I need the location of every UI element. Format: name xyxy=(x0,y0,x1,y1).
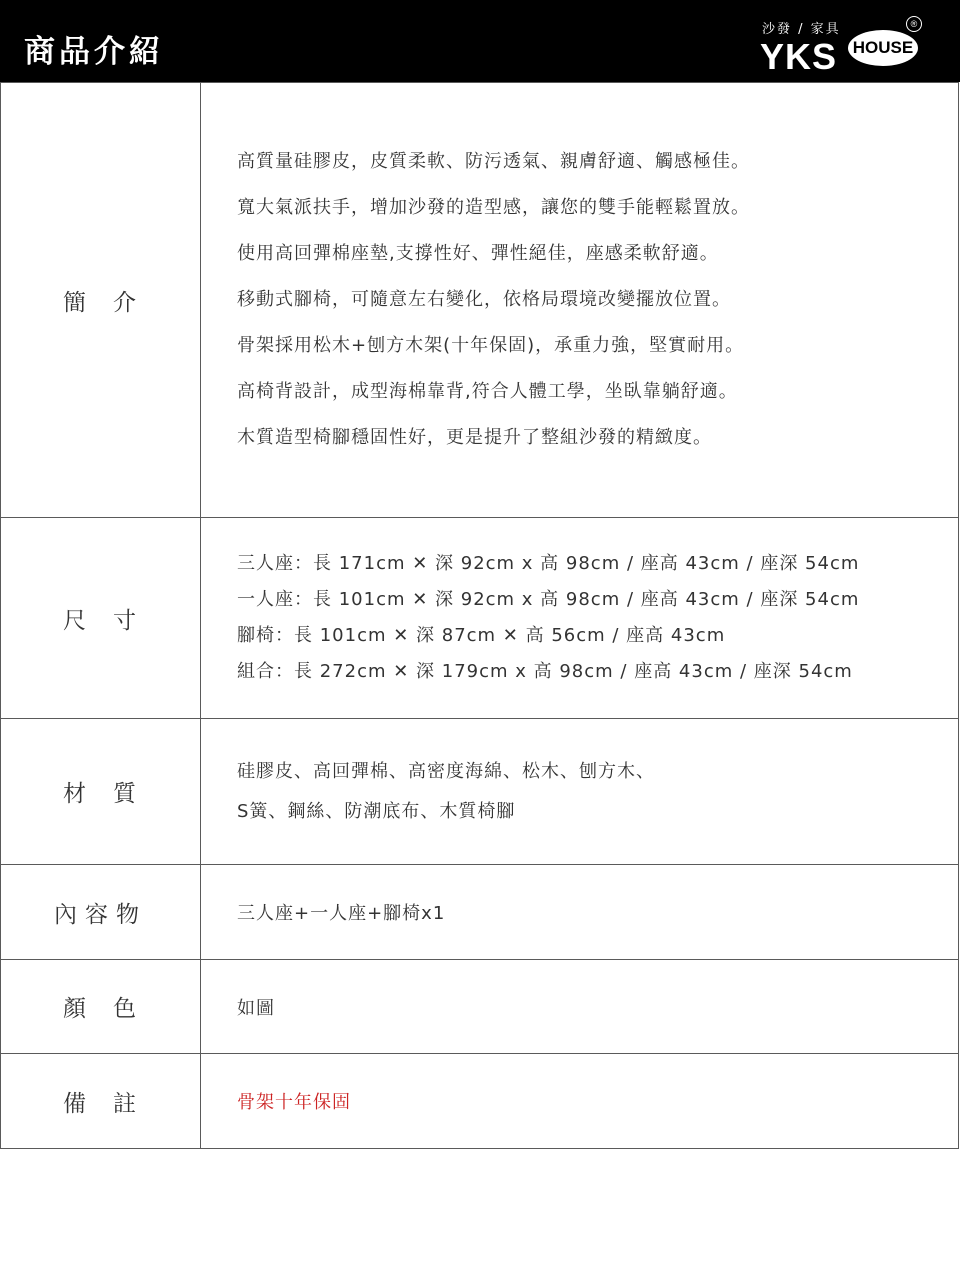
intro-line: 寬大氣派扶手，增加沙發的造型感，讓您的雙手能輕鬆置放。 xyxy=(237,197,750,218)
intro-line: 使用高回彈棉座墊,支撐性好、彈性絕佳，座感柔軟舒適。 xyxy=(237,243,719,264)
size-line: 三人座：長 171cm ✕ 深 92cm x 高 98cm / 座高 43cm / 座深 54cm xyxy=(237,553,860,574)
label-contents: 內容物 xyxy=(54,901,147,928)
note-value: 骨架十年保固 xyxy=(237,1092,351,1113)
row-content-contents xyxy=(201,865,959,960)
label-material: 材 質 xyxy=(63,781,138,807)
registered-mark-icon: ® xyxy=(906,16,922,32)
label-color: 顏 色 xyxy=(63,996,138,1022)
contents-value: 三人座+一人座+腳椅x1 xyxy=(237,903,446,924)
row-label-size xyxy=(1,518,201,719)
table-row-size xyxy=(1,518,959,719)
size-line: 一人座：長 101cm ✕ 深 92cm x 高 98cm / 座高 43cm / 座深 54cm xyxy=(237,589,860,610)
intro-line: 高椅背設計，成型海棉靠背,符合人體工學，坐臥靠躺舒適。 xyxy=(237,381,738,402)
row-label-color xyxy=(1,960,201,1054)
table-row-color xyxy=(1,960,959,1054)
table-row-intro xyxy=(1,83,959,518)
row-label-note xyxy=(1,1054,201,1149)
size-line: 腳椅：長 101cm ✕ 深 87cm ✕ 高 56cm / 座高 43cm xyxy=(237,625,726,646)
row-content-note xyxy=(201,1054,959,1149)
material-line: 硅膠皮、高回彈棉、高密度海綿、松木、刨方木、 xyxy=(237,760,655,782)
logo-wordmark: YKS xyxy=(760,36,838,77)
row-content-material xyxy=(201,719,959,865)
label-intro: 簡 介 xyxy=(63,289,138,316)
logo-subtitle: 沙發 / 家具 xyxy=(762,22,841,37)
row-label-intro xyxy=(1,83,201,518)
intro-line: 高質量硅膠皮，皮質柔軟、防污透氣、親膚舒適、觸感極佳。 xyxy=(237,151,750,172)
intro-line: 骨架採用松木+刨方木架(十年保固)，承重力強，堅實耐用。 xyxy=(237,335,745,356)
page-header xyxy=(0,0,960,82)
table-row-note xyxy=(1,1054,959,1149)
brand-logo xyxy=(760,16,930,76)
row-content-color xyxy=(201,960,959,1054)
color-value: 如圖 xyxy=(237,997,275,1019)
row-content-size xyxy=(201,518,959,719)
material-line: S簧、鋼絲、防潮底布、木質椅腳 xyxy=(237,800,516,822)
table-row-contents xyxy=(1,865,959,960)
row-label-contents xyxy=(1,865,201,960)
label-note: 備 註 xyxy=(63,1090,138,1117)
row-content-intro xyxy=(201,83,959,518)
label-size: 尺 寸 xyxy=(63,607,138,634)
intro-line: 木質造型椅腳穩固性好，更是提升了整組沙發的精緻度。 xyxy=(237,427,712,448)
spec-table xyxy=(0,82,959,1149)
table-row-material xyxy=(1,719,959,865)
logo-house-badge: HOUSE xyxy=(848,30,918,66)
intro-line: 移動式腳椅，可隨意左右變化，依格局環境改變擺放位置。 xyxy=(237,289,731,310)
page-title: 商品介紹 xyxy=(24,34,164,70)
size-line: 組合：長 272cm ✕ 深 179cm x 高 98cm / 座高 43cm / 座深 54cm xyxy=(237,661,853,682)
row-label-material xyxy=(1,719,201,865)
